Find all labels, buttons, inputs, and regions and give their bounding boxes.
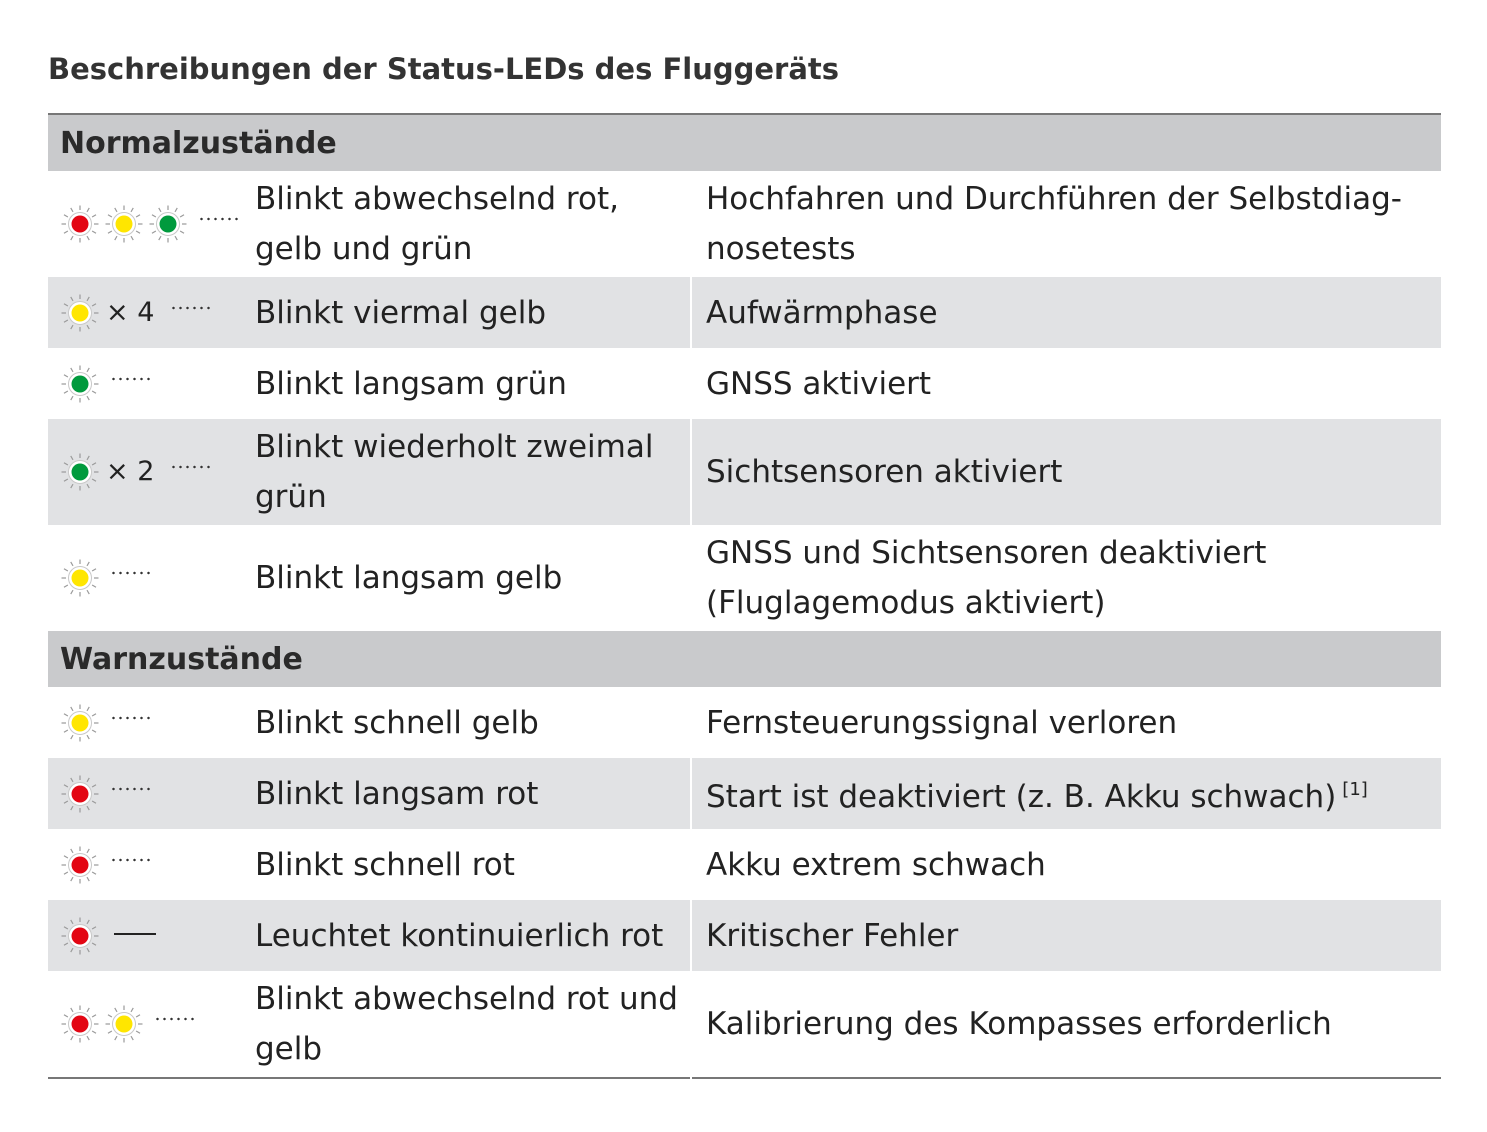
led-indicator-cell: [48, 419, 241, 525]
section-header-warning: [48, 631, 1441, 687]
led-indicator-cell: [48, 829, 241, 900]
led-description: Blinkt abwechselnd rot und gelb: [255, 981, 678, 1067]
led-indicator: [60, 204, 241, 244]
table-row: [48, 348, 1441, 419]
fast-blink-dots-icon: [110, 714, 152, 722]
blink-count: × 2: [106, 456, 155, 487]
led-indicator-cell: [48, 758, 241, 829]
led-meaning: [691, 758, 1441, 829]
table-row: [48, 900, 1441, 971]
led-indicator: [60, 558, 241, 598]
led-indicator-cell: [48, 900, 241, 971]
led-description: Blinkt langsam rot: [241, 758, 691, 829]
led-meaning: GNSS aktiviert: [691, 348, 1441, 419]
table-row: [48, 277, 1441, 348]
table-row: [48, 419, 1441, 525]
solid-line-icon: [114, 933, 156, 935]
table-row: [48, 971, 1441, 1078]
led-description: Blinkt schnell gelb: [255, 704, 539, 741]
led-indicator: [60, 293, 241, 333]
blink-dots-icon: [110, 569, 150, 577]
led-meaning: Kritischer Fehler: [691, 900, 1441, 971]
blink-dots-icon: [170, 463, 210, 471]
yellow-led-icon: [104, 204, 144, 244]
fast-blink-dots-icon: [110, 856, 152, 864]
led-indicator-cell: [48, 687, 241, 758]
blink-count: × 4: [106, 296, 155, 328]
red-led-icon: [60, 916, 100, 956]
yellow-led-icon: [60, 293, 100, 333]
yellow-led-icon: [60, 558, 100, 598]
yellow-led-icon: [104, 1004, 144, 1044]
led-meaning: Aufwärmphase: [691, 277, 1441, 348]
led-indicator: [60, 703, 241, 743]
section-heading: Normalzustände: [48, 114, 1441, 171]
red-led-icon: [60, 1004, 100, 1044]
led-indicator-cell: [48, 277, 241, 348]
led-meaning: Sichtsensoren aktiviert: [691, 419, 1441, 525]
led-indicator-cell: [48, 348, 241, 419]
red-led-icon: [60, 774, 100, 814]
led-indicator-cell: [48, 525, 241, 631]
table-row: [48, 687, 1441, 758]
red-led-icon: [60, 845, 100, 885]
led-indicator-cell: [48, 971, 241, 1078]
led-indicator: [60, 1004, 241, 1044]
led-description: Blinkt langsam grün: [255, 365, 567, 402]
green-led-icon: [148, 204, 188, 244]
led-description: Blinkt langsam gelb: [255, 560, 563, 596]
led-indicator: [60, 364, 241, 404]
footnote-ref[interactable]: [1]: [1342, 779, 1368, 800]
red-led-icon: [60, 204, 100, 244]
led-indicator: [60, 452, 241, 492]
blink-dots-icon: [170, 304, 210, 312]
led-indicator: [60, 774, 241, 814]
led-description: Blinkt schnell rot: [255, 846, 515, 883]
led-meaning: Hochfahren und Durchführen der Selbstdiagnosetests: [691, 171, 1441, 277]
led-description: Leuchtet kontinuierlich rot: [241, 900, 691, 971]
led-meaning: Fernsteuerungssignal verloren: [691, 687, 1441, 758]
led-indicator-cell: [48, 171, 241, 277]
meaning-text: Start ist deaktiviert (z. B. Akku schwach): [706, 779, 1337, 815]
led-indicator: [60, 916, 241, 956]
table-row: [48, 171, 1441, 277]
green-led-icon: [60, 364, 100, 404]
blink-dots-icon: [198, 215, 238, 223]
blink-dots-icon: [154, 1015, 194, 1023]
blink-dots-icon: [110, 785, 150, 793]
table-row: [48, 829, 1441, 900]
led-meaning: GNSS und Sichtsensoren deaktiviert (Fluglagemodus aktiviert): [691, 525, 1441, 631]
green-led-icon: [60, 452, 100, 492]
status-led-table: [48, 113, 1441, 1079]
table-row: [48, 525, 1441, 631]
led-description: Blinkt wiederholt zweimal grün: [241, 419, 691, 525]
page-title: Beschreibungen der Status-LEDs des Fluggeräts: [48, 52, 840, 86]
section-header-normal: [48, 114, 1441, 171]
led-description: Blinkt viermal gelb: [241, 277, 691, 348]
yellow-led-icon: [60, 703, 100, 743]
led-description: Blinkt abwechselnd rot, gelb und grün: [255, 181, 619, 267]
led-meaning: Akku extrem schwach: [691, 829, 1441, 900]
blink-dots-icon: [110, 375, 150, 383]
table-row: [48, 758, 1441, 829]
section-heading: Warnzustände: [48, 631, 1441, 687]
led-meaning: Kalibrierung des Kompasses erforderlich: [691, 971, 1441, 1078]
led-indicator: [60, 845, 241, 885]
